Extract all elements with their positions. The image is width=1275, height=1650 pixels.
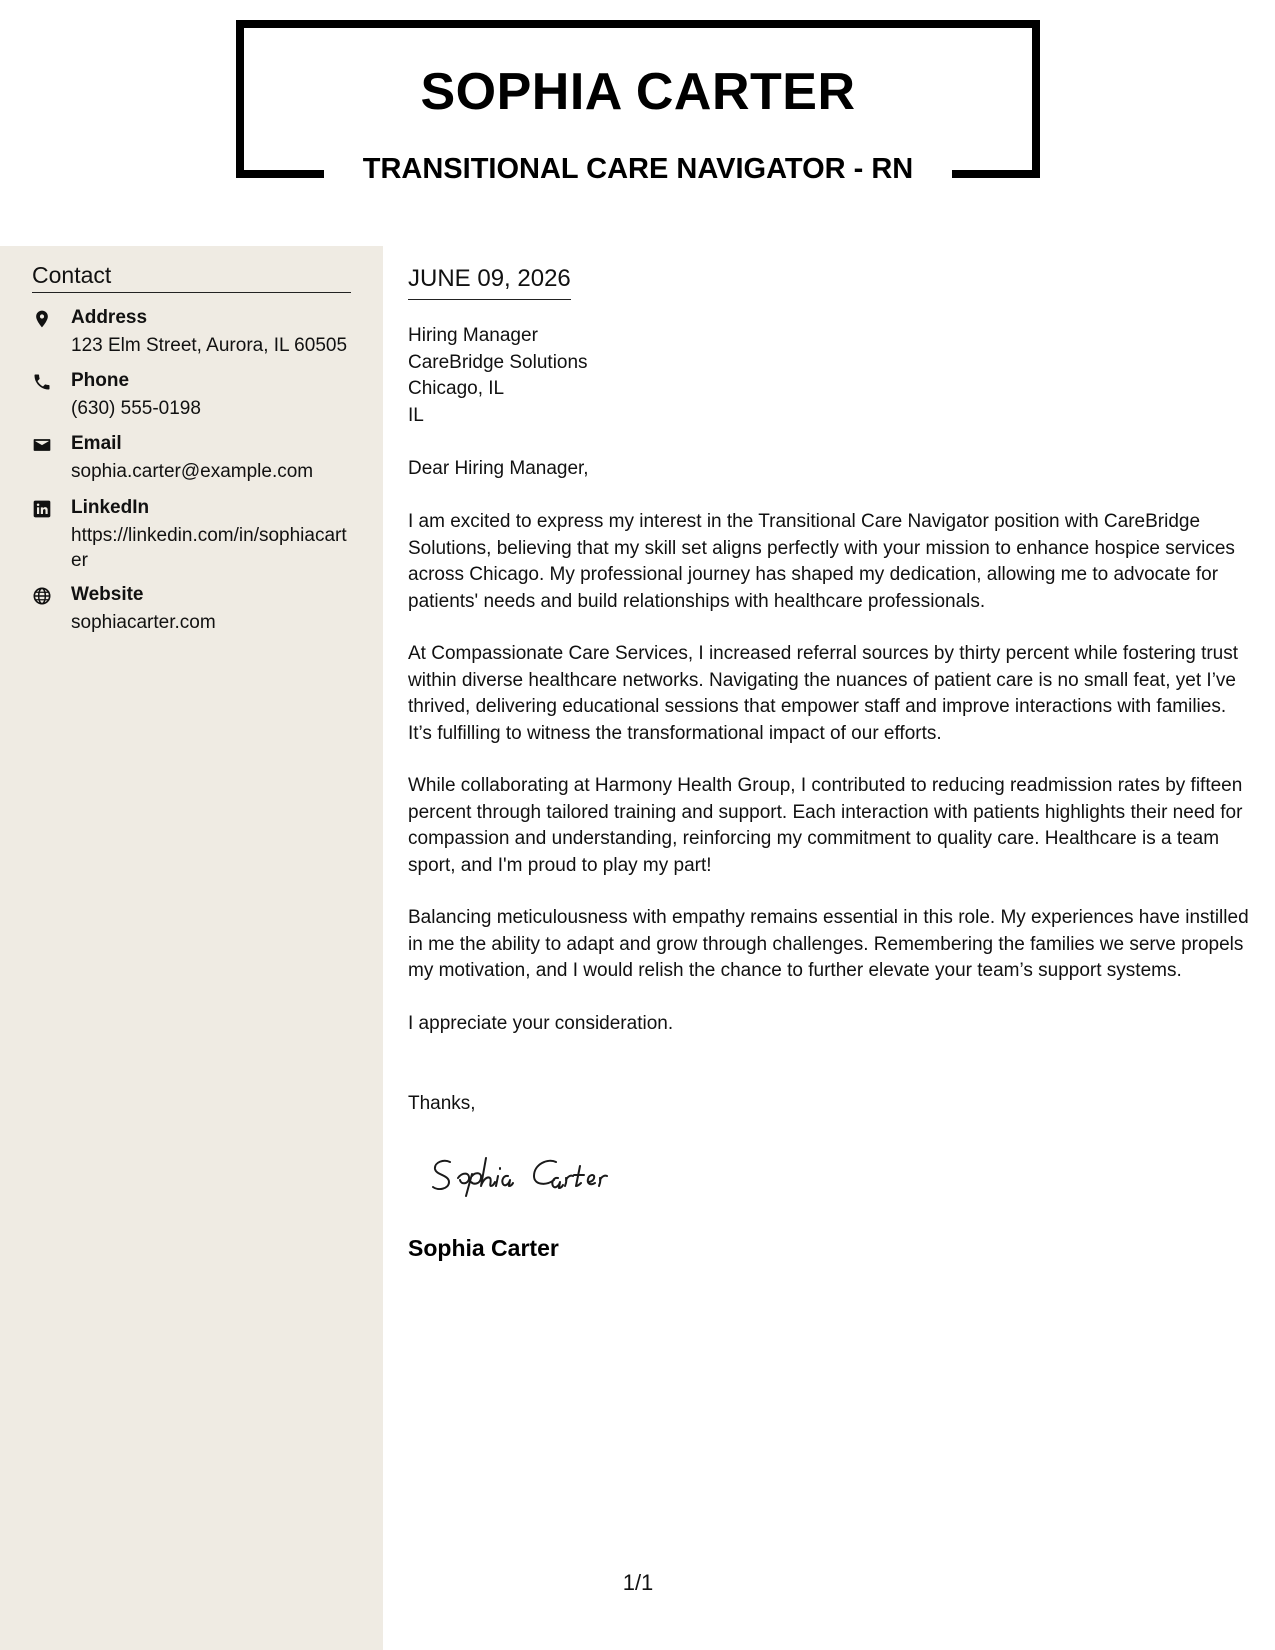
- letter-paragraph: I am excited to express my interest in the Transitional Care Navigator position with CareBridge Solutions, believing that my skill set aligns perfectly with your mission to enhance hospice services across Chicago. My professional journey has shaped my dedication, allowing me to advocate for patients' needs and build relationships with healthcare professionals.: [408, 511, 1235, 612]
- contact-value: sophiacarter.com: [71, 612, 216, 633]
- letter-paragraph: Balancing meticulousness with empathy remains essential in this role. My experiences have instilled in me the ability to adapt and grow through challenges. Remembering the families we serve propels my motivation, and I would relish the chance to further elevate your team’s support systems.: [408, 907, 1249, 981]
- envelope-icon: [32, 435, 54, 457]
- recipient-block: [408, 323, 588, 429]
- contact-label: Website: [71, 584, 144, 605]
- location-pin-icon: [32, 309, 54, 331]
- recipient-line: Chicago, IL: [408, 378, 505, 399]
- letter-date: JUNE 09, 2026: [408, 265, 571, 300]
- recipient-line: IL: [408, 404, 424, 426]
- page-number: 1/1: [622, 1570, 654, 1595]
- letter-paragraph: At Compassionate Care Services, I increased referral sources by thirty percent while fostering trust within diverse healthcare networks. Navigating the nuances of patient care is no small feat, yet I’ve thrived, delivering educational sessions that empower staff and improve interactions with families. It’s fulfilling to witness the transformational impact of our efforts.: [408, 643, 1239, 744]
- recipient-line: CareBridge Solutions: [408, 351, 588, 373]
- globe-icon: [32, 586, 54, 608]
- handwritten-signature: [428, 1148, 658, 1200]
- contact-value: (630) 555-0198: [71, 398, 201, 419]
- contact-value: https://linkedin.com/in/sophiacarter: [71, 525, 347, 571]
- salutation: Dear Hiring Manager,: [408, 458, 589, 479]
- contact-value: sophia.carter@example.com: [71, 461, 314, 482]
- phone-icon: [32, 372, 54, 394]
- recipient-line: Hiring Manager: [408, 325, 538, 346]
- contact-label: Address: [71, 307, 148, 328]
- applicant-name: SOPHIA CARTER: [420, 63, 856, 121]
- closing: Thanks,: [408, 1093, 476, 1114]
- letter-paragraph: While collaborating at Harmony Health Group, I contributed to reducing readmission rates by fifteen percent through tailored training and support. Each interaction with patients highlights their need for compassion and understanding, reinforcing my commitment to quality care. Healthcare is a team sport, and I'm proud to play my part!: [408, 775, 1243, 876]
- contact-label: LinkedIn: [71, 497, 150, 518]
- contact-value: 123 Elm Street, Aurora, IL 60505: [71, 335, 348, 356]
- letter-paragraph: I appreciate your consideration.: [408, 1013, 674, 1034]
- contact-label: Email: [71, 433, 122, 454]
- contact-label: Phone: [71, 370, 130, 391]
- signed-name: Sophia Carter: [408, 1235, 559, 1261]
- contact-sidebar: [0, 246, 383, 1650]
- contact-heading: Contact: [32, 262, 351, 293]
- job-title: TRANSITIONAL CARE NAVIGATOR - RN: [362, 153, 914, 185]
- linkedin-icon: [32, 499, 54, 521]
